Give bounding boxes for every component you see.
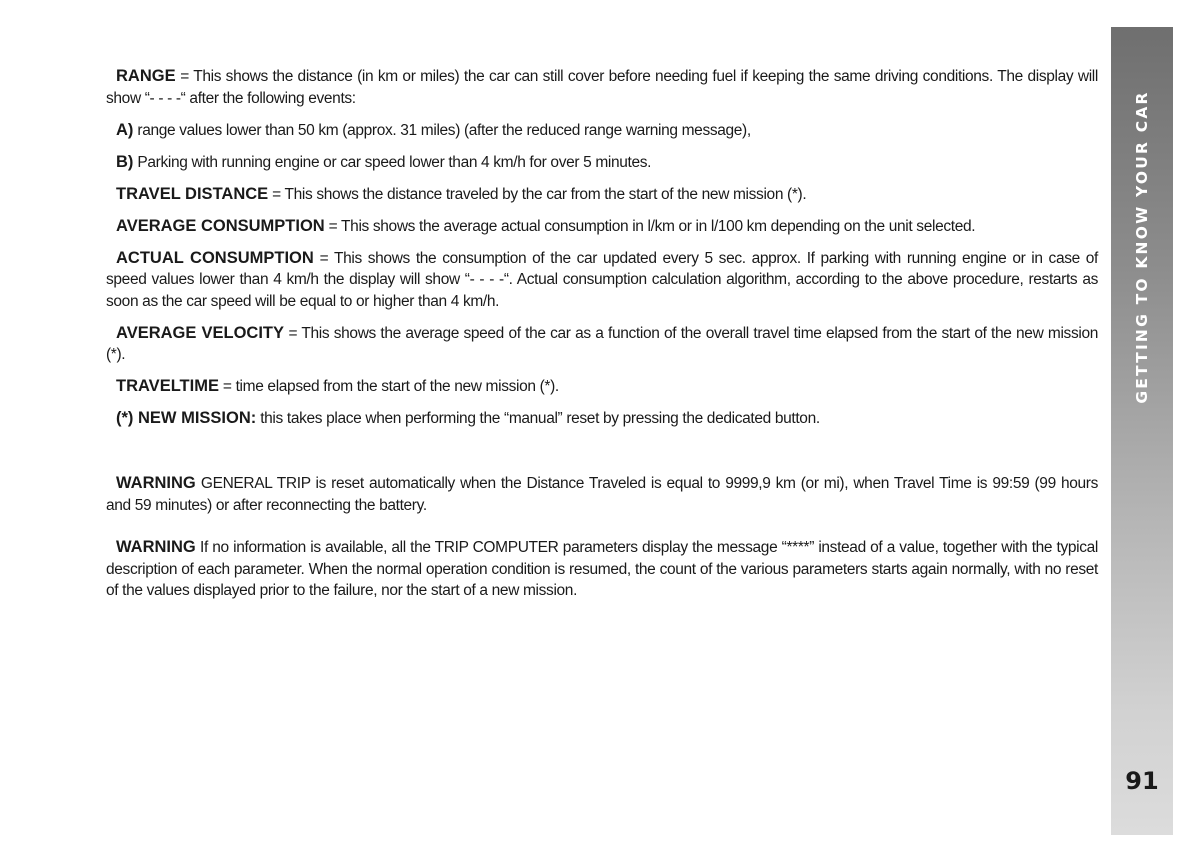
term-range: RANGE [116, 67, 176, 85]
term-average-consumption: AVERAGE CONSUMPTION [116, 216, 325, 235]
paragraph-average-consumption [106, 216, 1098, 238]
paragraph-traveltime [106, 376, 1098, 398]
paragraph-actual-consumption [106, 248, 1098, 313]
warning-label: WARNING [116, 474, 196, 492]
text-event-a: range values lower than 50 km (approx. 31 miles) (after the reduced range warning message), [133, 121, 751, 139]
term-new-mission: (*) NEW MISSION: [116, 409, 257, 427]
page-number: 91 [1125, 767, 1159, 795]
term-actual-consumption: ACTUAL CONSUMPTION [116, 248, 314, 267]
text-new-mission: this takes place when performing the “manual” reset by pressing the dedicated button. [256, 410, 820, 427]
chapter-sidebar [1111, 27, 1173, 835]
paragraph-range [106, 66, 1098, 109]
page-body [106, 66, 1098, 623]
term-event-b: B) [116, 152, 134, 171]
paragraph-event-b [106, 152, 1098, 174]
paragraph-new-mission [106, 408, 1098, 430]
text-travel-distance: = This shows the distance traveled by the car from the start of the new mission (*). [268, 185, 807, 203]
chapter-title: GETTING TO KNOW YOUR CAR [1133, 90, 1151, 404]
text-average-velocity: = This shows the average speed of the car as a function of the overall travel time elapsed from the start of the new mission (*). [106, 324, 1098, 363]
paragraph-event-a [106, 120, 1098, 142]
warning-no-information [106, 537, 1098, 602]
warning-text: GENERAL TRIP is reset automatically when the Distance Traveled is equal to 9999,9 km (or mi), when Travel Time is 99:59 (99 hours and 59 minutes) or after reconnecting the battery. [106, 475, 1098, 514]
paragraph-average-velocity [106, 323, 1098, 366]
warning-text: If no information is available, all the TRIP COMPUTER parameters display the message “****” instead of a value, together with the typical description of each parameter. When the normal operation condition is resumed, the count of the various parameters starts again normally, with no reset of the values displayed prior to the failure, nor the start of a new mission. [106, 539, 1098, 599]
term-average-velocity: AVERAGE VELOCITY [116, 323, 284, 342]
text-event-b: Parking with running engine or car speed lower than 4 km/h for over 5 minutes. [133, 153, 652, 171]
term-traveltime: TRAVELTIME [116, 377, 219, 395]
paragraph-travel-distance [106, 184, 1098, 206]
warning-label: WARNING [116, 538, 196, 556]
text-traveltime: = time elapsed from the start of the new mission (*). [218, 378, 559, 395]
text-actual-consumption: = This shows the consumption of the car updated every 5 sec. approx. If parking with running engine or in case of speed values lower than 4 km/h the display will show “- - - -“. Actual consumption calculation algorithm, according to the above procedure, restarts as soon as the car speed will be equal to or higher than 4 km/h. [106, 249, 1098, 310]
warning-general-trip [106, 473, 1098, 516]
term-travel-distance: TRAVEL DISTANCE [116, 184, 269, 203]
text-range: = This shows the distance (in km or miles) the car can still cover before needing fuel if keeping the same driving conditions. The display will show “- - - -“ after the following events: [106, 68, 1098, 107]
text-average-consumption: = This shows the average actual consumption in l/km or in l/100 km depending on the unit selected. [324, 217, 976, 235]
section-gap [106, 440, 1098, 473]
term-event-a: A) [116, 120, 134, 139]
